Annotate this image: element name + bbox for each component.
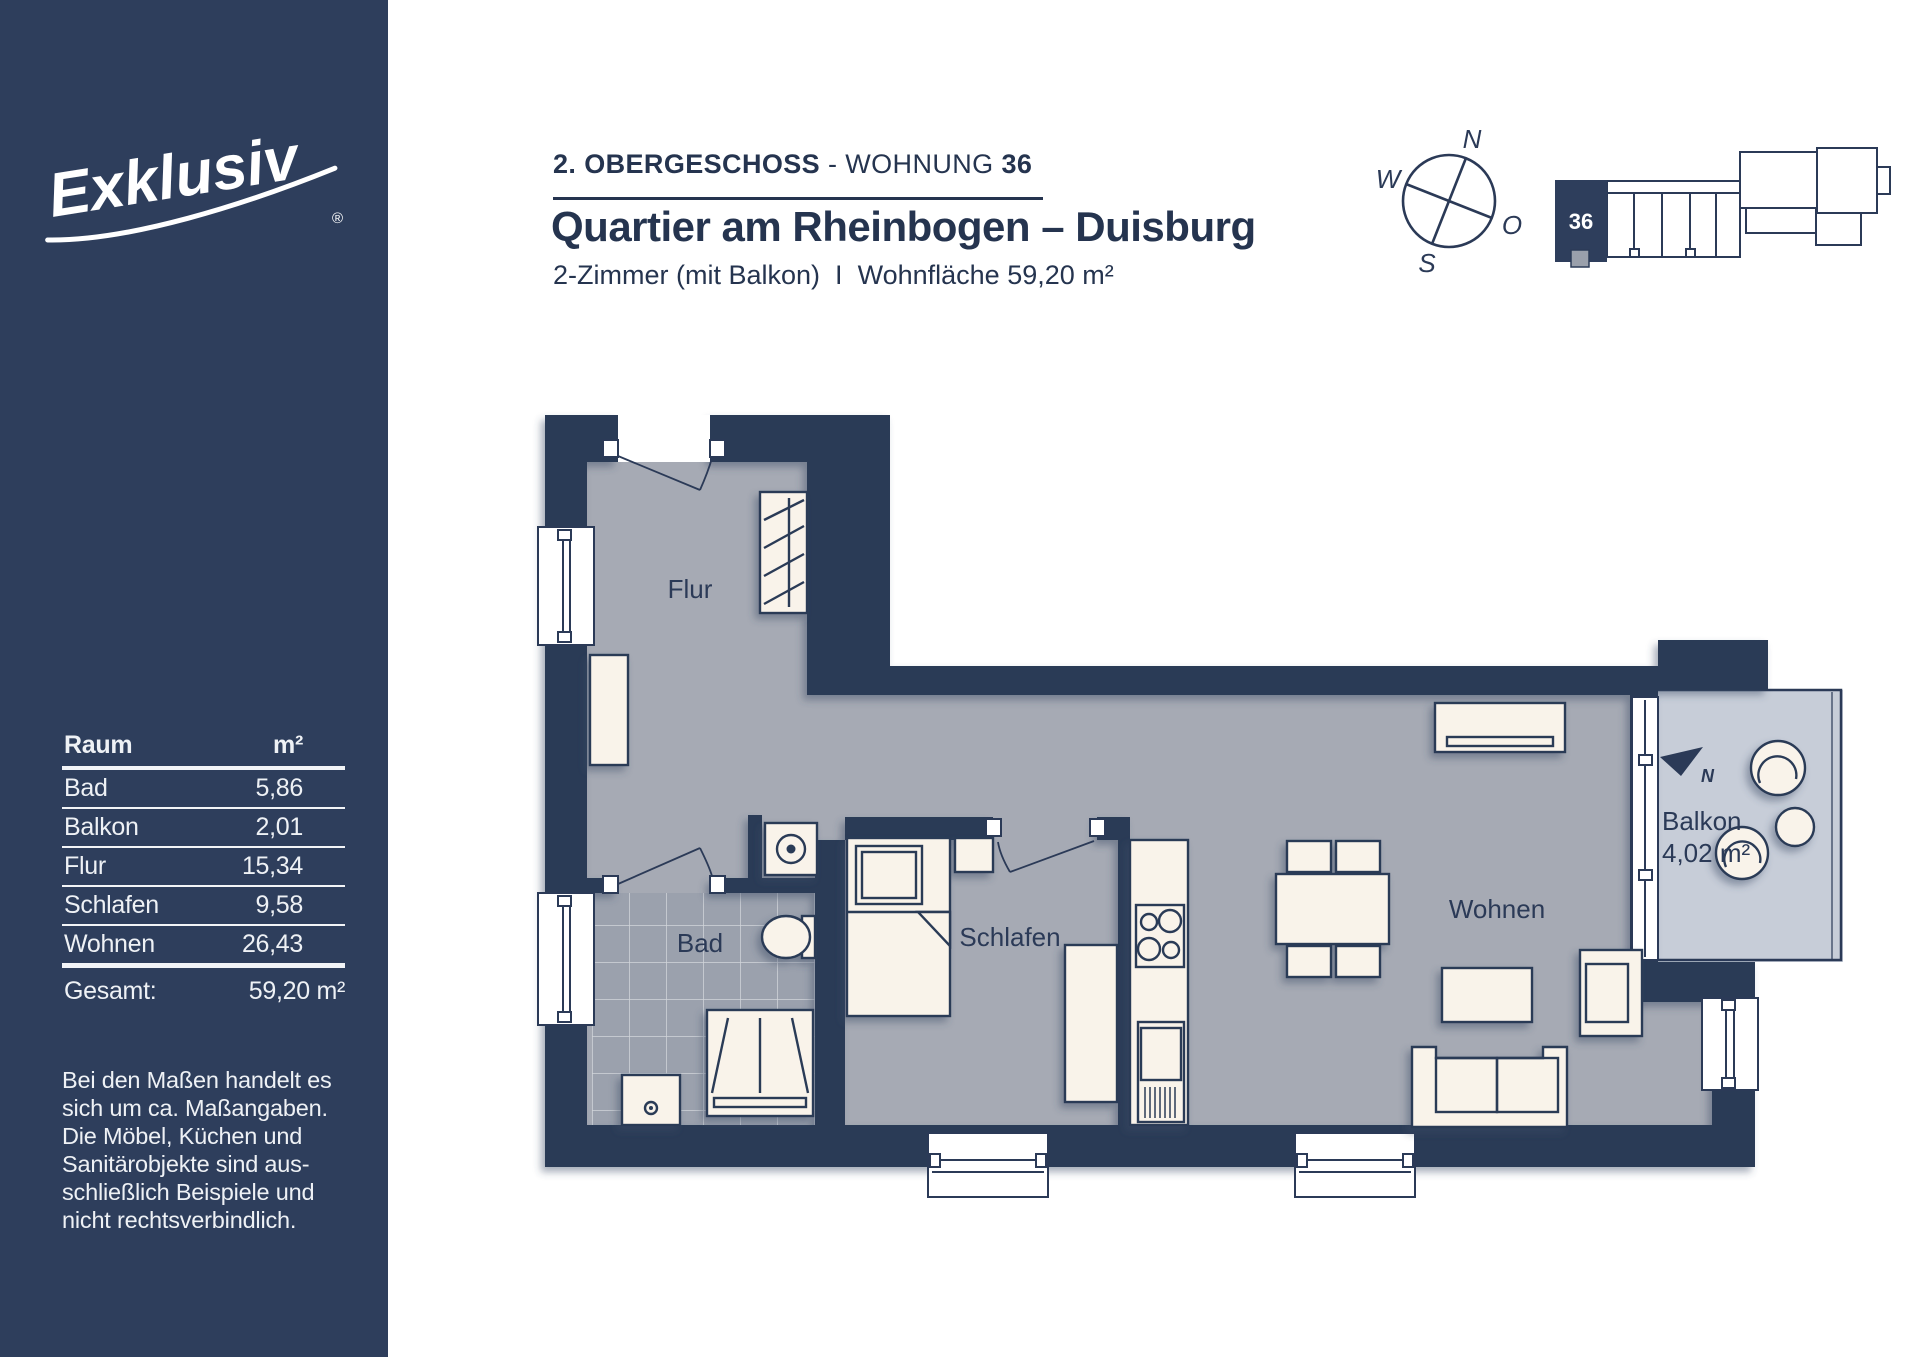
site-block (1816, 213, 1861, 245)
compass-o: O (1501, 210, 1523, 240)
total-label: Gesamt: (64, 977, 157, 1005)
unit-number: 36 (1001, 149, 1033, 179)
site-top-bar (1607, 181, 1740, 193)
sofa (1412, 1047, 1567, 1127)
separator: - (827, 149, 846, 179)
site-notch (1877, 167, 1890, 194)
area-value: 59,20 m² (1007, 260, 1114, 290)
room-label-schlafen: Schlafen (959, 922, 1061, 952)
site-unit-balcony (1571, 250, 1589, 267)
balkon-area-label: 4,02 m² (1662, 838, 1751, 868)
compass-rose (1365, 95, 1540, 285)
registered-mark: ® (332, 210, 344, 227)
coffee-table (1442, 968, 1532, 1022)
disclaimer-line: sich um ca. Maßangaben. (62, 1095, 328, 1121)
sideboard (1435, 703, 1565, 752)
disclaimer-line: schließlich Beispiele und (62, 1179, 315, 1205)
window (928, 1133, 1048, 1197)
bedroom-wardrobe (1065, 945, 1117, 1102)
balcony-door-window (1632, 697, 1658, 960)
site-block (1817, 148, 1877, 213)
disclaimer-line: Die Möbel, Küchen und (62, 1123, 303, 1149)
bed (847, 838, 950, 1016)
table-header (62, 731, 345, 770)
disclaimer-line: Bei den Maßen handelt es (62, 1067, 332, 1093)
room-name: Flur (64, 852, 106, 880)
disclaimer-text (62, 1066, 362, 1234)
table-row (62, 848, 345, 887)
floor-plan (420, 320, 1870, 1220)
col-area: m² (273, 731, 303, 759)
toilet (762, 916, 815, 958)
floor-unit-line (553, 149, 1032, 180)
page-title: Quartier am Rheinbogen – Duisburg (551, 203, 1256, 250)
room-label-wohnen: Wohnen (1448, 894, 1546, 924)
floor-label: 2. OBERGESCHOSS (553, 149, 821, 179)
room-area: 5,86 (255, 774, 303, 802)
room-area: 9,58 (255, 891, 303, 919)
compass-needle-wo (1406, 184, 1492, 218)
site-block (1740, 152, 1817, 208)
window (538, 893, 594, 1025)
rooms-descriptor: 2-Zimmer (mit Balkon) (553, 260, 821, 290)
table-row (62, 926, 345, 968)
unit-label: WOHNUNG (845, 149, 1002, 179)
site-plan (1545, 140, 1905, 280)
room-name: Wohnen (64, 930, 155, 958)
table-row (62, 770, 345, 809)
exklusiv-logo (10, 95, 370, 265)
hall-sideboard (590, 655, 628, 765)
table-row (62, 809, 345, 848)
disclaimer-line: Sanitärobjekte sind aus- (62, 1151, 310, 1177)
col-room: Raum (64, 731, 133, 759)
divider: I (835, 260, 843, 290)
table-total-row (62, 968, 345, 1006)
shower (707, 1010, 813, 1116)
logo-text: Exklusiv (43, 123, 303, 231)
window (1702, 998, 1758, 1090)
room-label-flur: Flur (667, 574, 713, 604)
sink (622, 1075, 680, 1125)
room-label-balkon: Balkon (1662, 806, 1742, 836)
room-area-table (62, 731, 345, 1006)
room-name: Bad (64, 774, 108, 802)
sidebar (0, 0, 388, 1357)
balcony-chair (1751, 741, 1805, 795)
room-name: Schlafen (64, 891, 159, 919)
balcony-table (1776, 808, 1814, 846)
site-unit-row (1607, 193, 1740, 257)
compass-n: N (1462, 124, 1482, 154)
subtitle (553, 260, 1114, 291)
hall-wardrobe (760, 492, 807, 613)
area-label: Wohnfläche (857, 260, 1000, 290)
room-area: 2,01 (255, 813, 303, 841)
total-value: 59,20 m² (248, 977, 345, 1005)
armchair (1580, 950, 1642, 1036)
compass-s: S (1418, 248, 1436, 278)
kitchen-counter (1130, 840, 1188, 1125)
north-arrow-label: N (1701, 766, 1714, 786)
site-block (1746, 208, 1816, 233)
compass-w: W (1375, 164, 1401, 194)
table-row (62, 887, 345, 926)
room-name: Balkon (64, 813, 139, 841)
window (1295, 1133, 1415, 1197)
disclaimer-line: nicht rechtsverbindlich. (62, 1207, 297, 1233)
room-label-bad: Bad (676, 928, 724, 958)
window (538, 527, 594, 645)
room-area: 15,34 (241, 852, 303, 880)
washing-machine (765, 823, 817, 875)
header-rule (553, 197, 1043, 200)
nightstand (955, 838, 993, 872)
room-area: 26,43 (241, 930, 303, 958)
site-unit-number: 36 (1568, 209, 1594, 234)
